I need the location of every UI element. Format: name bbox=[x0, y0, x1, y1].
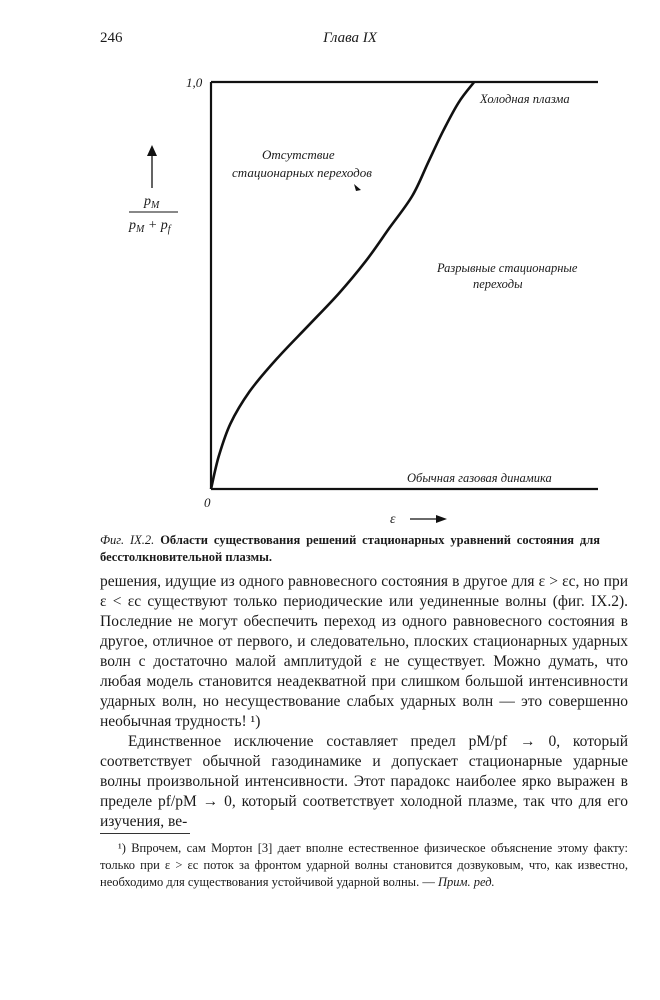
region-label-cold-plasma: Холодная плазма bbox=[480, 92, 570, 106]
region-label-no-transitions-line2: стационарных переходов bbox=[232, 165, 372, 180]
body-text bbox=[100, 572, 628, 832]
x-axis-label: ε bbox=[390, 512, 396, 527]
footnote-attribution: Прим. ред. bbox=[437, 875, 495, 889]
region-label-discontinuous-line2: переходы bbox=[473, 277, 523, 291]
region-label-discontinuous-line1: Разрывные стационарные bbox=[437, 261, 578, 275]
running-title: Глава IX bbox=[323, 30, 377, 46]
boundary-curve bbox=[211, 82, 474, 489]
figure-caption bbox=[100, 532, 600, 566]
small-arrow-mark bbox=[354, 184, 361, 191]
y-label-arrowhead bbox=[147, 145, 157, 156]
region-label-gas-dynamics: Обычная газовая динамика bbox=[407, 471, 552, 485]
footnote-rule bbox=[100, 833, 190, 834]
y-label-denominator: $p_M + p_f$ bbox=[129, 218, 171, 235]
caption-text: Области существования решений стационарных уравнений состояния для бесстолкновительной плазмы. bbox=[100, 533, 601, 564]
footnote-text: ¹) Впрочем, сам Мортон [3] дает вполне естественное физическое объяснение этому факту: только при ε > εc поток за фронтом ударной волны становится дозвуковым, что, как известно, необходимо для существования устойчивой ударной волны. — bbox=[100, 841, 628, 889]
caption-label: Фиг. IX.2. bbox=[100, 533, 155, 547]
paragraph-exception: Единственное исключение составляет предел pM/pf → 0, который соответствует обычной газодинамике и допускает стационарные ударные волны произвольной интенсивности. Этот парадокс наиболее ярко выражен в пределе pf/pM → 0, который соответствует холодной плазме, так что для его изучения, ве- bbox=[100, 733, 628, 830]
page-number: 246 bbox=[100, 30, 123, 46]
y-axis-label bbox=[128, 145, 178, 235]
x-label-arrowhead bbox=[436, 515, 447, 523]
y-tick-max: 1,0 bbox=[186, 75, 203, 90]
paragraph-continuation: решения, идущие из одного равновесного состояния в другое для ε > εc, но при ε < εc существуют только периодические или уединенные волны (фиг. IX.2). Последние не могут обеспечить переход из одного равновесного состояния в другое, отличное от первого, и следовательно, плоских стационарных ударных волн с достаточно малой амплитудой ε не существует. Можно думать, что любая модель становится неадекватной при слишком большой интенсивности ударных волн, но несуществование слабых ударных волн — это совершенно необычная трудность! ¹) bbox=[100, 573, 628, 730]
y-tick-zero: 0 bbox=[204, 495, 211, 510]
y-label-numerator: $p_M$ bbox=[144, 194, 160, 211]
region-label-no-transitions-line1: Отсутствие bbox=[262, 147, 335, 162]
footnote bbox=[100, 840, 628, 891]
